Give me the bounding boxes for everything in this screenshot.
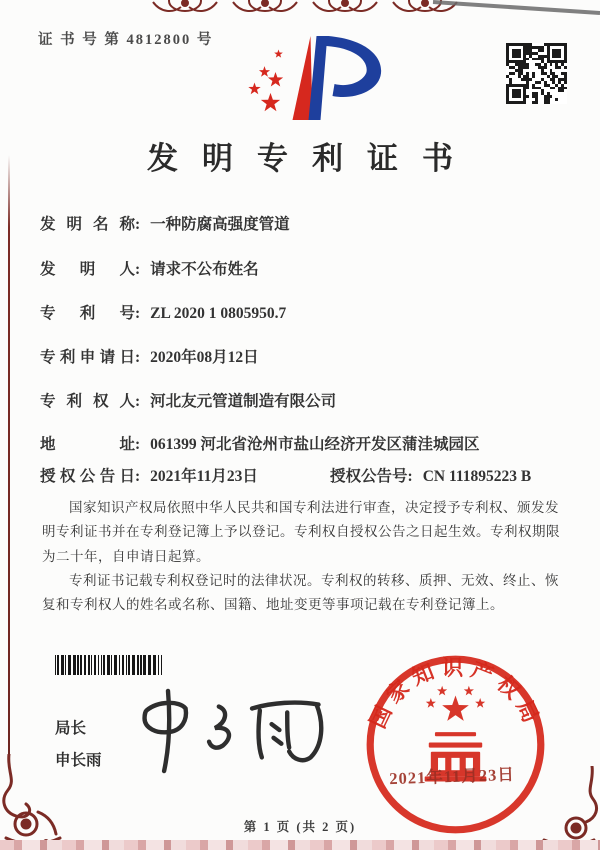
signer-name: 申长雨 (55, 752, 102, 769)
field-row-invention-name (40, 212, 290, 234)
field-label: 发明名称 (40, 216, 135, 233)
colon: : (407, 468, 413, 485)
qr-code (506, 43, 567, 104)
cnipa-logo-icon (228, 32, 403, 122)
grant-date-label: 授权公告日 (40, 468, 135, 485)
left-border-line (8, 155, 10, 755)
field-value: 请求不公布姓名 (150, 261, 259, 278)
field-label: 发明人 (40, 261, 135, 278)
field-label: 专利申请日 (40, 349, 135, 366)
field-row-grant (40, 464, 532, 486)
field-value: 一种防腐高强度管道 (150, 216, 290, 233)
grant-no (330, 464, 531, 486)
colon: : (135, 436, 141, 453)
colon: : (135, 261, 141, 278)
grant-no-value: CN 111895223 B (422, 468, 532, 485)
page-number: 第 1 页 (共 2 页) (243, 820, 357, 834)
certificate-title: 发明专利证书 (147, 141, 477, 176)
field-value: 2020年08月12日 (150, 349, 259, 366)
field-label: 地址 (40, 436, 135, 453)
colon: : (135, 349, 141, 366)
field-value: 河北友元管道制造有限公司 (150, 393, 337, 410)
barcode (55, 655, 175, 675)
signer-title: 局长 (55, 720, 87, 737)
bottom-right-corner-ornament (540, 766, 600, 848)
top-right-edge-line (425, 0, 600, 20)
colon: : (135, 216, 141, 233)
field-value: ZL 2020 1 0805950.7 (150, 305, 287, 322)
colon: : (135, 305, 141, 322)
legal-text (42, 496, 560, 617)
seal-text: 国家知识产权局 (365, 655, 546, 732)
legal-paragraph-2: 专利证书记载专利权登记时的法律状况。专利权的转移、质押、无效、终止、恢复和专利权人的姓名或名称、国籍、地址变更等事项记载在专利登记簿上。 (42, 572, 559, 613)
field-row-patent-no (40, 301, 286, 323)
certificate-number: 证 书 号 第 4812800 号 (38, 32, 214, 48)
grant-date-value: 2021年11月23日 (150, 468, 258, 485)
field-label: 专利号 (40, 305, 135, 322)
official-seal (363, 652, 548, 837)
legal-paragraph-1: 国家知识产权局依照中华人民共和国专利法进行审查，决定授予专利权、颁发发明专利证书并在专利登记簿上予以登记。专利权自授权公告之日起生效。专利权期限为二十年，自申请日起算。 (42, 500, 560, 564)
colon: : (135, 468, 141, 485)
colon: : (135, 393, 141, 410)
field-label: 专利权人 (40, 393, 135, 410)
top-border-ornament (145, 0, 465, 16)
field-row-filing-date (40, 345, 259, 367)
seal-date-stamp: 2021年11月23日 (388, 764, 516, 789)
signature-icon (125, 680, 340, 780)
field-value: 061399 河北省沧州市盐山经济开发区蒲洼城园区 (150, 436, 480, 453)
bottom-edge-strip (0, 840, 600, 850)
field-row-inventor (40, 257, 259, 279)
svg-text:国家知识产权局 (366, 656, 546, 732)
field-row-address (40, 432, 480, 454)
field-row-patentee (40, 389, 336, 411)
grant-no-label: 授权公告号 (330, 468, 408, 485)
